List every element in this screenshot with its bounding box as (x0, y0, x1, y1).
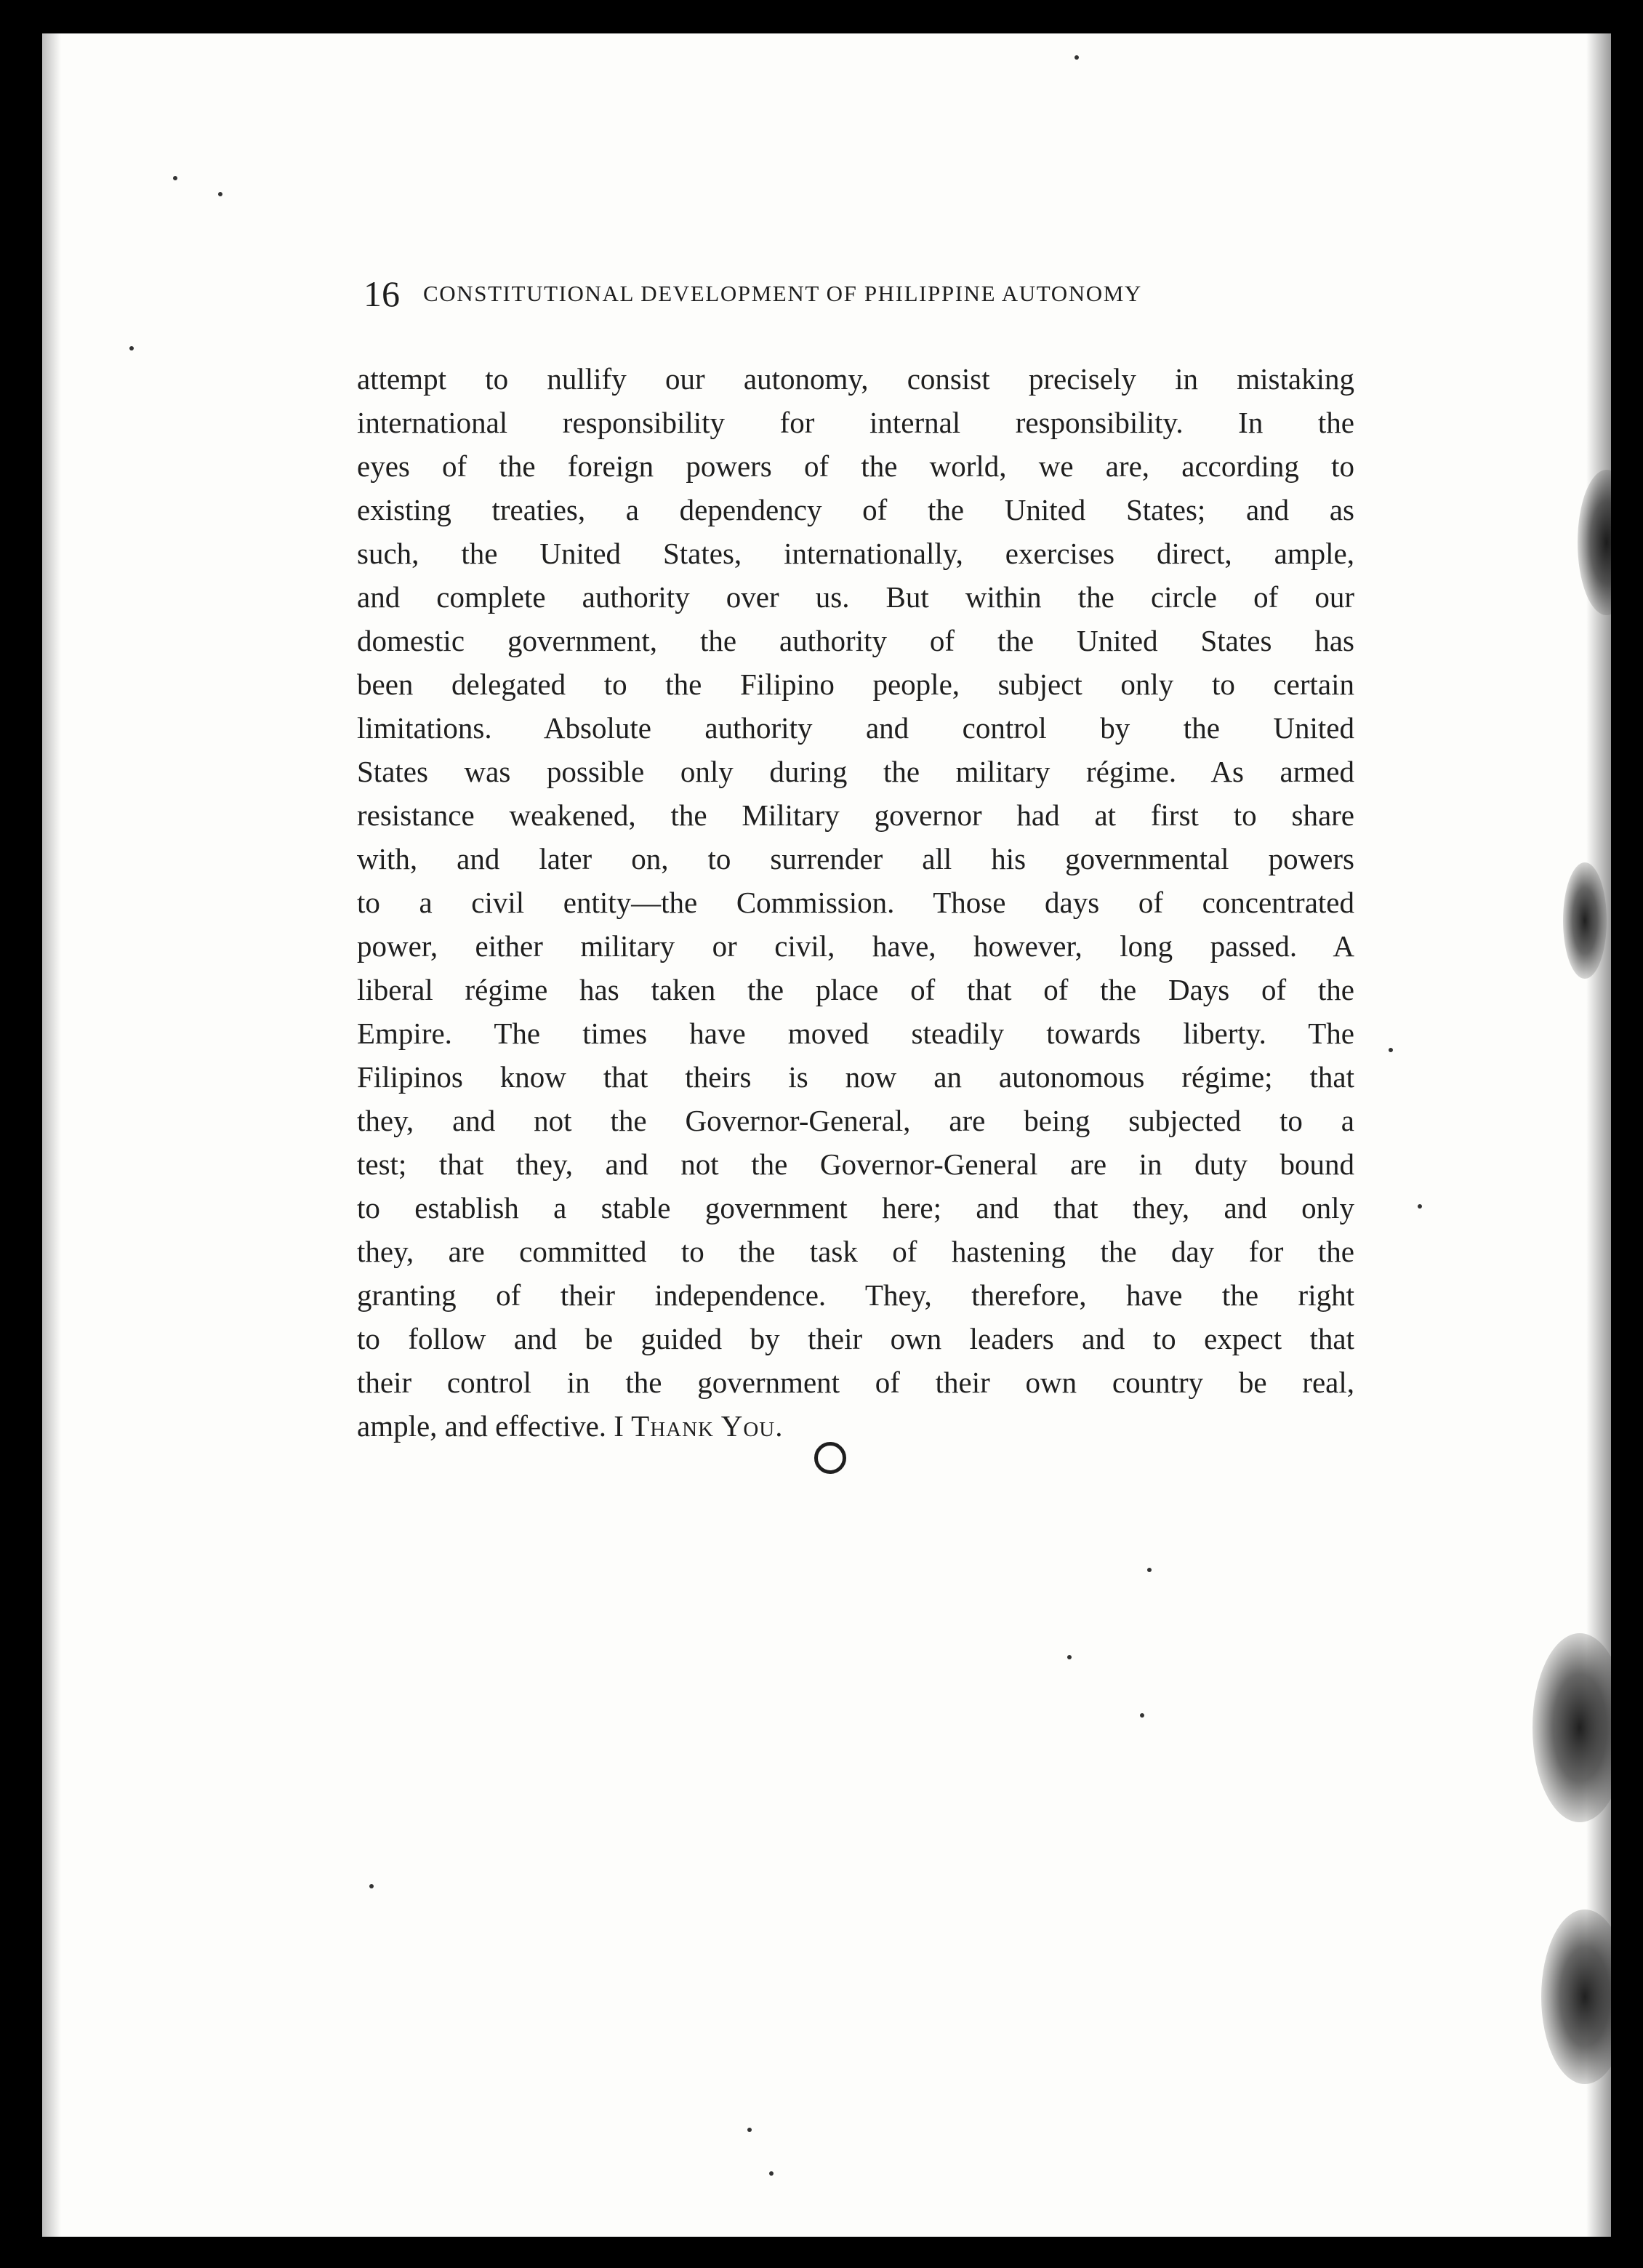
body-paragraph (357, 357, 1354, 1448)
text-line: their control in the government of their own country be real, (357, 1366, 1354, 1399)
text-line: eyes of the foreign powers of the world, we are, according to (357, 449, 1354, 483)
text-line: attempt to nullify our autonomy, consist precisely in mistaking (357, 362, 1354, 396)
dust-speck (1074, 55, 1079, 60)
closing-thank-you: Thank You. (631, 1409, 784, 1443)
text-line: with, and later on, to surrender all his governmental powers (357, 842, 1354, 875)
dust-speck (369, 1884, 374, 1888)
dust-speck (173, 176, 177, 180)
text-line: Filipinos know that theirs is now an autonomous régime; that (357, 1060, 1354, 1094)
page-number: 16 (363, 273, 400, 314)
text-line: limitations. Absolute authority and control by the United (357, 711, 1354, 745)
page-edge-shadow-right (1586, 33, 1611, 2237)
text-line: granting of their independence. They, therefore, have the right (357, 1278, 1354, 1312)
text-line-final (357, 1404, 1354, 1448)
dust-speck (1418, 1204, 1422, 1209)
text-line: power, either military or civil, have, however, long passed. A (357, 929, 1354, 963)
dust-speck (1389, 1048, 1393, 1052)
dust-speck (1067, 1655, 1072, 1659)
book-page (42, 33, 1611, 2237)
text-line: been delegated to the Filipino people, subject only to certain (357, 668, 1354, 701)
closing-text: ample, and effective. I (357, 1409, 632, 1443)
text-line: they, and not the Governor-General, are being subjected to a (357, 1104, 1354, 1137)
text-line: existing treaties, a dependency of the United States; and as (357, 493, 1354, 526)
ink-blot (1563, 862, 1607, 979)
text-line: such, the United States, internationally, exercises direct, ample, (357, 537, 1354, 570)
ink-blot (1578, 470, 1611, 615)
text-line: to a civil entity—the Commission. Those days of concentrated (357, 886, 1354, 919)
text-line: to follow and be guided by their own leaders and to expect that (357, 1322, 1354, 1355)
text-line: Empire. The times have moved steadily towards liberty. The (357, 1017, 1354, 1050)
dust-speck (769, 2171, 774, 2176)
dust-speck (1140, 1713, 1144, 1718)
dust-speck (218, 192, 222, 196)
end-of-section-circle-icon (814, 1442, 846, 1474)
text-line: test; that they, and not the Governor-General are in duty bound (357, 1147, 1354, 1181)
text-line: domestic government, the authority of the United States has (357, 624, 1354, 657)
text-line: liberal régime has taken the place of that of the Days of the (357, 973, 1354, 1006)
text-line: they, are committed to the task of hastening the day for the (357, 1235, 1354, 1268)
ink-blot (1541, 1910, 1611, 2084)
text-line: international responsibility for internal responsibility. In the (357, 406, 1354, 439)
text-line: and complete authority over us. But within the circle of our (357, 580, 1354, 614)
dust-speck (129, 346, 134, 350)
text-line: to establish a stable government here; and that they, and only (357, 1191, 1354, 1225)
page-header (363, 268, 1367, 320)
running-title: CONSTITUTIONAL DEVELOPMENT OF PHILIPPINE AUTONOMY (423, 281, 1142, 306)
page-edge-shadow-left (42, 33, 61, 2237)
text-line: States was possible only during the military régime. As armed (357, 755, 1354, 788)
text-line: resistance weakened, the Military governor had at first to share (357, 798, 1354, 832)
dust-speck (1147, 1568, 1152, 1572)
ink-blot (1532, 1633, 1611, 1822)
dust-speck (747, 2128, 752, 2132)
